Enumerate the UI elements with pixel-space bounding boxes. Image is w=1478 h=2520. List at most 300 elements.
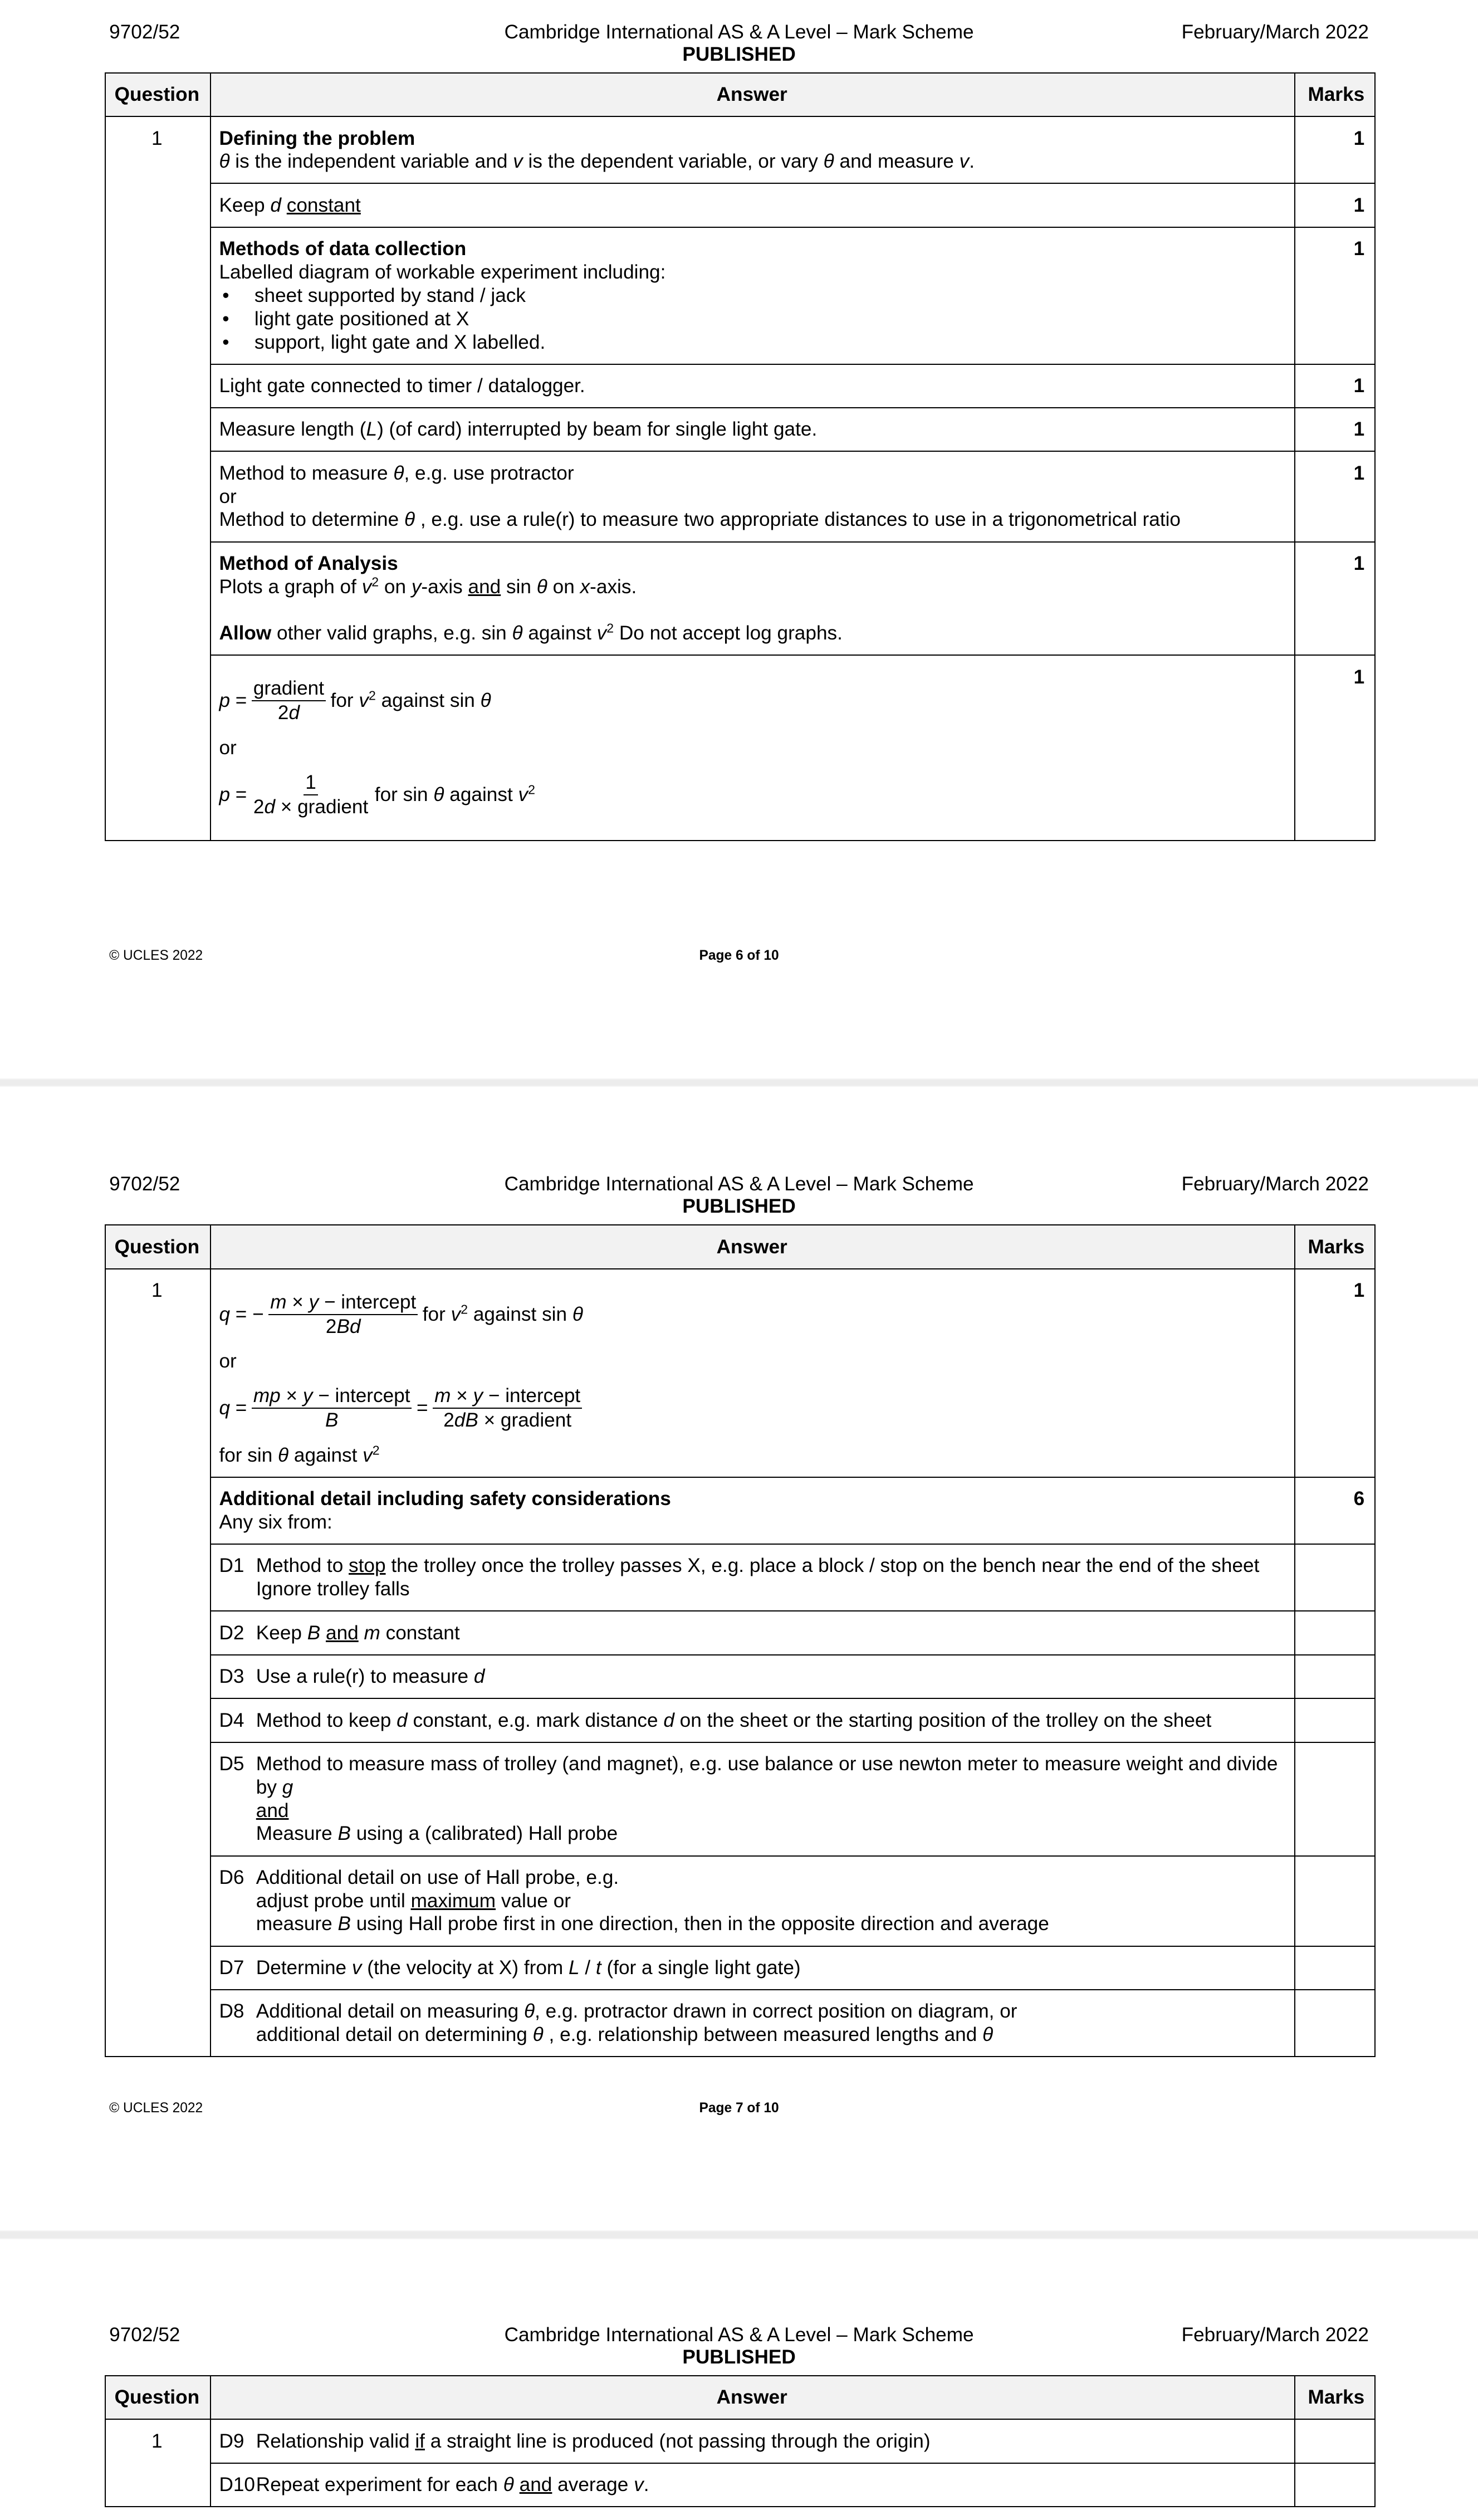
marking-point-text [256,1866,1049,1936]
marks-header: Marks [1295,2376,1374,2419]
text-run: for sin [374,784,434,806]
denominator [276,701,301,725]
text-run: y [473,1385,483,1407]
text-run: = [230,784,247,806]
marks-cell [1295,2419,1374,2463]
question-header: Question [105,73,211,116]
marks-cell [1295,2463,1374,2507]
text-run: constant [286,194,361,216]
answer-line [219,237,1284,261]
fraction [252,677,326,725]
text-run: θ [532,2024,544,2046]
document-title: Cambridge International AS & A Level – Mark Scheme [504,1173,974,1195]
text-run: (the velocity at X) from [361,1956,569,1979]
mark-scheme-table [105,2375,1376,2507]
text-run: v [513,150,523,173]
equation-text [219,1396,247,1420]
document-title: Cambridge International AS & A Level – Mark Scheme [504,2323,974,2346]
equation-text [375,783,535,807]
published-label: PUBLISHED [682,1195,796,1218]
marks-cell [1295,1946,1374,1990]
text-run: and [468,575,501,598]
question-header: Question [105,1225,211,1268]
text-run: maximum [410,1889,496,1912]
marks-header: Marks [1295,1225,1374,1268]
bullet-item [219,331,1284,354]
text-run: 1 [305,771,316,794]
marks-cell [1295,1856,1374,1946]
marking-point-label: D1 [219,1555,244,1577]
table-row [105,116,1375,183]
text-run [359,1622,364,1644]
question-number: 1 [105,2419,211,2507]
answer-line [219,194,1284,217]
text-run: Defining the problem [219,127,415,149]
text-run: gradient [253,677,325,700]
text-run: / [579,1956,596,1979]
text-run: θ [433,784,444,806]
numerator [252,1384,412,1409]
text-run: Labelled diagram of workable experiment including: [219,261,666,284]
document-title: Cambridge International AS & A Level – Mark Scheme [504,21,974,43]
text-run: 2 [277,702,289,724]
equation [219,763,1284,827]
marking-point [219,2000,1284,2047]
marking-point-text [256,2473,649,2497]
text-run: p [219,784,231,806]
text-run: support, light gate and X labelled. [254,331,546,353]
text-run: Keep [219,194,271,216]
marks-cell [1295,1742,1374,1856]
text-run: the trolley once the trolley passes X, e.g. place a block / stop on the bench near the end of the sheet [385,1555,1260,1577]
numerator [433,1384,582,1409]
text-run: d [663,1709,674,1731]
answer-line [256,1554,1260,1578]
text-run: = − [230,1303,264,1325]
answer-header: Answer [211,73,1295,116]
superscript: 2 [372,1443,380,1457]
text-run: Measure [256,1823,338,1845]
table-row [105,2419,1375,2463]
text-run: L [569,1956,580,1979]
answer-line [256,1752,1285,1799]
marking-point [219,1554,1284,1601]
answer-line [219,1511,1284,1534]
text-run: measure [256,1913,338,1935]
text-run: m [434,1385,451,1407]
answer-line [219,418,1284,441]
text-run: Measure length ( [219,418,366,441]
text-run: or [219,485,237,507]
answer-cell [211,408,1295,451]
text-run: if [415,2430,425,2452]
text-run: additional detail on determining [256,2024,533,2046]
page-header [0,21,1478,70]
footer-page-number: Page 6 of 10 [699,948,779,964]
marking-point-text [256,1709,1211,1732]
text-run: . [969,150,975,173]
answer-cell [211,2419,1295,2463]
table-row [105,451,1375,541]
mark-scheme-table [105,72,1376,841]
text-run: for [330,690,359,712]
text-run: v [363,1444,373,1466]
text-run: Methods of data collection [219,238,467,260]
equation-text [423,1303,583,1326]
marks-cell: 1 [1295,183,1374,227]
superscript: 2 [371,574,379,589]
answer-cell [211,1946,1295,1990]
answer-line [256,2430,931,2453]
equation [219,1282,1284,1346]
answer-line [256,2473,649,2497]
table-row [105,1946,1375,1990]
numerator [304,771,317,795]
text-run: v [361,575,372,598]
text-run: m [364,1622,380,1644]
text-run: other valid graphs, e.g. sin [271,622,512,644]
table-row [105,655,1375,840]
text-run: for sin [219,1444,278,1466]
answer-line [256,1709,1211,1732]
published-label: PUBLISHED [682,2346,796,2368]
superscript: 2 [606,621,614,636]
text-run: , e.g. relationship between measured lengths and [543,2024,983,2046]
text-run: 2 [253,795,265,818]
answer-line [256,1799,1285,1823]
answer-line [256,1665,485,1688]
marks-cell [1295,1611,1374,1654]
text-run: adjust probe until [256,1889,411,1912]
text-run [281,194,287,216]
text-run: Do not accept log graphs. [614,622,843,644]
text-run: Repeat experiment for each [256,2474,503,2496]
marking-point-label: D3 [219,1666,244,1688]
text-run: θ [404,509,415,531]
text-run: B [337,1823,351,1845]
fraction [252,1384,412,1432]
text-run: for [422,1303,451,1325]
superscript: 2 [368,688,376,703]
answer-cell [211,183,1295,227]
text-run: − intercept [319,1291,417,1313]
question-header: Question [105,2376,211,2419]
text-run: Any six from: [219,1511,332,1533]
marking-point-label: D2 [219,1622,244,1644]
marks-header: Marks [1295,73,1374,116]
question-number: 1 [105,116,211,841]
text-run: -axis. [590,575,637,598]
text-run: , e.g. use protractor [404,462,574,484]
marking-point [219,2473,1284,2497]
text-run: Method to keep [256,1709,397,1731]
marking-point [219,1665,1284,1688]
text-run: v [959,150,970,173]
marking-point-label: D4 [219,1709,244,1731]
text-run: a straight line is produced (not passing through the origin) [424,2430,931,2452]
text-run: Additional detail on use of Hall probe, e.g. [256,1866,619,1888]
marking-point-label: D7 [219,1956,244,1979]
answer-cell [211,227,1295,364]
marks-cell [1295,1544,1374,1611]
fraction [252,771,370,819]
marking-point-text [256,1956,801,1980]
text-run: constant, e.g. mark distance [407,1709,664,1731]
answer-cell [211,364,1295,408]
text-run: using Hall probe first in one direction, then in the opposite direction and average [350,1913,1049,1935]
table-row [105,1698,1375,1742]
page-header [0,1173,1478,1222]
text-run: × [451,1385,473,1407]
text-run: sheet supported by stand / jack [254,284,526,306]
table-row [105,408,1375,451]
text-run: Additional detail on measuring [256,2000,524,2023]
text-run: against sin [375,690,481,712]
superscript: 2 [528,782,535,797]
text-run: v [451,1303,461,1325]
answer-line [256,1578,1260,1601]
marks-cell [1295,1990,1374,2057]
marking-point-text [256,1752,1285,1845]
marking-point-label: D6 [219,1866,244,1888]
text-run: Ignore trolley falls [256,1578,410,1600]
text-run: θ [982,2024,994,2046]
answer-cell [211,655,1295,840]
answer-line [256,1822,1285,1845]
text-run: ) (of card) interrupted by beam for single light gate. [377,418,818,441]
answer-cell [211,1477,1295,1544]
answer-line [256,1912,1049,1936]
text-run: θ [480,690,491,712]
answer-line [219,575,1284,599]
page-1 [0,0,1478,1152]
text-run: Method to [256,1555,349,1577]
text-run: value or [496,1889,571,1912]
marks-cell: 1 [1295,1269,1374,1477]
text-run: y [411,575,422,598]
text-run: light gate positioned at X [254,307,469,330]
text-run: B [337,1913,351,1935]
text-run: θ [523,2000,535,2023]
marks-cell: 1 [1295,364,1374,408]
marks-cell: 1 [1295,408,1374,451]
fraction [433,1384,582,1432]
text-run: g [282,1776,293,1798]
answer-cell [211,1269,1295,1477]
footer-page-number: Page 7 of 10 [699,2100,779,2116]
text-run: or [219,1350,237,1372]
text-run: × [286,1291,309,1313]
marks-cell: 1 [1295,451,1374,541]
text-run: L [366,418,378,441]
text-run: on [379,575,412,598]
answer-cell [211,1856,1295,1946]
text-run: θ [536,575,547,598]
answer-cell [211,1611,1295,1654]
text-run: v [359,690,369,712]
text-run: d [473,1666,485,1688]
answer-header: Answer [211,2376,1295,2419]
table-row [105,364,1375,408]
text-run: q [219,1397,231,1419]
text-run: d [288,702,300,724]
answer-line [219,1444,1284,1467]
text-run: constant [380,1622,460,1644]
text-run: or [219,736,237,759]
answer-header: Answer [211,1225,1295,1268]
text-run: , e.g. use a rule(r) to measure two appropriate distances to use in a trigonometrical ratio [415,509,1181,531]
text-run: Bd [336,1315,361,1337]
equation [219,669,1284,733]
text-run: y [309,1291,319,1313]
marking-point-label: D10 [219,2474,255,2496]
text-run: against [288,1444,363,1466]
text-run: against [444,784,518,806]
text-run: Use a rule(r) to measure [256,1666,474,1688]
answer-cell [211,1742,1295,1856]
answer-line [256,1866,1049,1889]
answer-line [219,622,1284,645]
page-header [0,2324,1478,2372]
text-run: 2 [443,1409,454,1432]
text-run: y [302,1385,313,1407]
answer-line [219,508,1284,531]
text-run: using a (calibrated) Hall probe [350,1823,618,1845]
marks-cell: 6 [1295,1477,1374,1544]
marks-cell: 1 [1295,227,1374,364]
numerator [252,677,326,701]
text-run: θ [219,150,230,173]
denominator [324,1315,362,1339]
answer-cell [211,1698,1295,1742]
text-run: Plots a graph of [219,575,362,598]
exam-session: February/March 2022 [1181,21,1369,43]
table-header-row [105,73,1375,116]
text-run: is the independent variable and [229,150,513,173]
superscript: 2 [461,1301,468,1316]
answer-line [219,261,1284,284]
answer-cell [211,542,1295,656]
table-row [105,542,1375,656]
answer-line [219,462,1284,485]
answer-line [219,150,1284,173]
answer-line [256,1622,460,1645]
marks-cell: 1 [1295,655,1374,840]
text-run: = [230,1397,247,1419]
exam-session: February/March 2022 [1181,1173,1369,1195]
text-run: d [270,194,281,216]
table-header-row [105,2376,1375,2419]
table-row [105,1477,1375,1544]
text-run: and [256,1799,289,1821]
marking-point-text [256,1622,460,1645]
text-run: × [280,1385,303,1407]
answer-line [219,736,1284,760]
answer-line [256,1889,1049,1913]
text-run: Allow [219,622,272,644]
question-number: 1 [105,1269,211,2057]
equation-text [219,1303,263,1326]
marks-cell [1295,1698,1374,1742]
table-row [105,1856,1375,1946]
text-run: on [547,575,580,598]
answer-line [256,2000,1017,2023]
marking-point [219,1752,1284,1845]
table-row [105,1269,1375,1477]
text-run: − intercept [483,1385,581,1407]
text-run: Keep [256,1622,307,1644]
marks-cell: 1 [1295,542,1374,656]
text-run: against sin [468,1303,572,1325]
answer-line [219,1487,1284,1511]
answer-line [219,1350,1284,1373]
answer-line [219,127,1284,150]
text-run: and measure [834,150,960,173]
answer-cell [211,1544,1295,1611]
text-run: Method to measure mass of trolley (and magnet), e.g. use balance or use newton meter to measure weight and divide by [256,1752,1278,1798]
text-run: on the sheet or the starting position of the trolley on the sheet [674,1709,1212,1731]
denominator [252,795,370,819]
text-run: Method to measure [219,462,394,484]
text-run: . [643,2474,649,2496]
equation [219,1376,1284,1440]
marking-point-label: D9 [219,2430,244,2452]
text-run: -axis [421,575,468,598]
table-header-row [105,1225,1375,1268]
text-run: B [325,1409,339,1432]
answer-cell [211,2463,1295,2507]
table-row [105,1611,1375,1654]
text-run: , e.g. protractor drawn in correct position on diagram, or [535,2000,1017,2023]
page-separator [0,2230,1478,2239]
answer-cell [211,116,1295,183]
text-run: = [230,690,247,712]
answer-line [219,485,1284,509]
footer-copyright: © UCLES 2022 [109,2100,203,2116]
table-row [105,227,1375,364]
marking-point [219,1956,1284,1980]
marking-point [219,1709,1284,1732]
text-run: θ [503,2474,514,2496]
text-run: × gradient [478,1409,572,1432]
marking-point-text [256,2000,1017,2047]
answer-line [219,599,1284,622]
published-label: PUBLISHED [682,43,796,65]
marking-point-text [256,1665,485,1688]
text-run [514,2474,520,2495]
marking-point-text [256,1554,1260,1601]
equation-text [331,689,491,712]
text-run: (for a single light gate) [601,1956,801,1979]
text-run: Method of Analysis [219,552,398,574]
equation-text [417,1396,428,1420]
page-2 [0,1152,1478,2305]
marking-point-text [256,2430,931,2453]
table-row [105,1544,1375,1611]
paper-code: 9702/52 [109,2323,180,2346]
page-3 [0,2303,1478,2519]
marking-point [219,1866,1284,1936]
text-run: is the dependent variable, or vary [522,150,824,173]
text-run: B [307,1622,321,1644]
table-row [105,1990,1375,2057]
marks-cell [1295,1655,1374,1698]
text-run: and [326,1622,359,1644]
text-run: θ [512,622,523,644]
text-run: Additional detail including safety considerations [219,1488,671,1510]
answer-line [219,552,1284,575]
text-run: Determine [256,1956,352,1979]
